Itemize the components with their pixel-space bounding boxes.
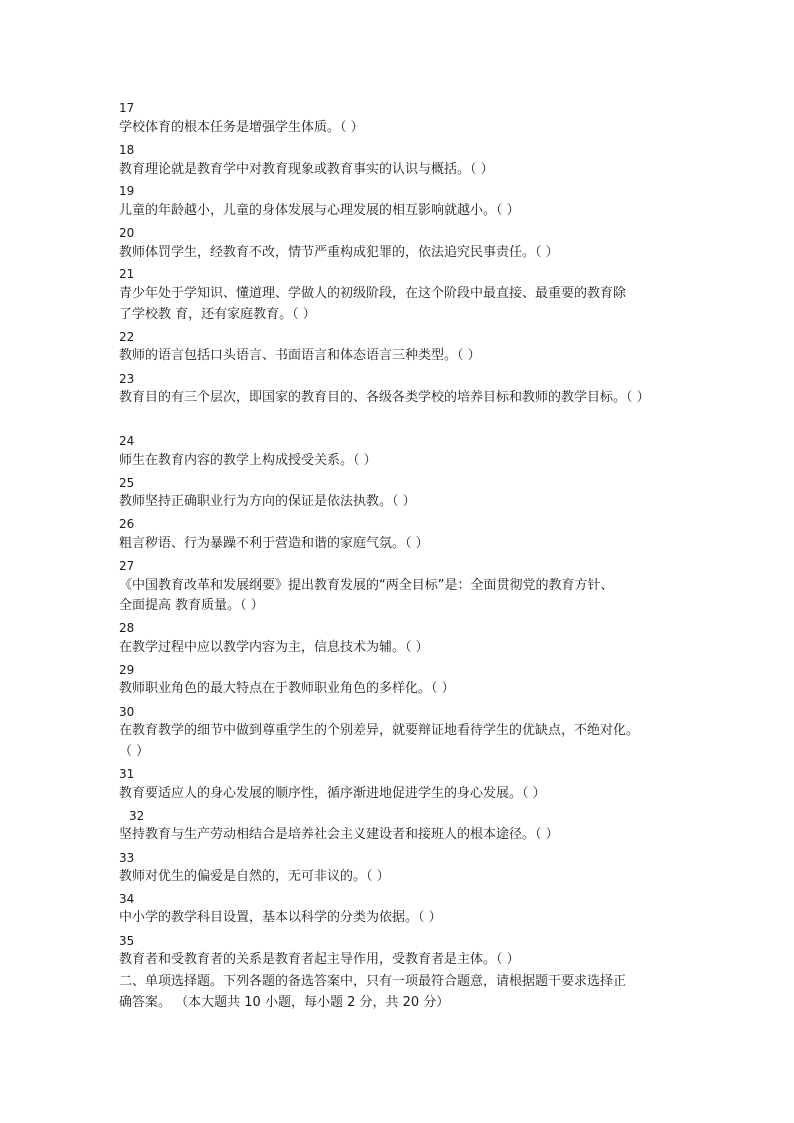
question-text: 中小学的教学科目设置，基本以科学的分类为依据。（ ） (119, 910, 442, 925)
question-text: 师生在教育内容的教学上构成授受关系。（ ） (119, 453, 377, 468)
question-text: 《中国教育改革和发展纲要》提出教育发展的“两全目标”是：全面贯彻党的教育方针、 (119, 578, 614, 593)
question-number: 32 (129, 809, 145, 823)
question-number: 27 (119, 559, 135, 573)
question-number: 33 (119, 851, 135, 865)
question-text-continued: 了学校教 育，还有家庭教育。（ ） (119, 307, 316, 322)
question-number: 23 (119, 372, 135, 386)
question-number: 17 (119, 101, 135, 115)
question-text: 教育要适应人的身心发展的顺序性，循序渐进地促进学生的身心发展。（ ） (119, 786, 546, 801)
question-number: 19 (119, 184, 135, 198)
question-number: 30 (119, 705, 135, 719)
question-number: 20 (119, 226, 135, 240)
question-text-continued: （ ） (119, 744, 150, 759)
question-text: 教育者和受教育者的关系是教育者起主导作用，受教育者是主体。（ ） (119, 952, 520, 967)
question-text: 教育目的有三个层次，即国家的教育目的、各级各类学校的培养目标和教师的教学目标。（ ） (119, 390, 650, 405)
question-number: 26 (119, 517, 135, 531)
question-text: 儿童的年龄越小，儿童的身体发展与心理发展的相互影响就越小。（ ） (119, 203, 520, 218)
question-text: 坚持教育与生产劳动相结合是培养社会主义建设者和接班人的根本途径。（ ） (119, 827, 559, 842)
question-number: 18 (119, 143, 135, 157)
section-heading-continued: 确答案。 （本大题共 10 小题，每小题 2 分，共 20 分） (119, 995, 450, 1010)
question-number: 31 (119, 767, 135, 781)
question-text: 青少年处于学知识、懂道理、学做人的初级阶段，在这个阶段中最直接、最重要的教育除 (119, 286, 627, 301)
question-number: 22 (119, 330, 135, 344)
question-number: 34 (119, 892, 135, 906)
question-number: 29 (119, 663, 135, 677)
question-text: 教育理论就是教育学中对教育现象或教育事实的认识与概括。（ ） (119, 162, 494, 177)
question-text: 教师坚持正确职业行为方向的保证是依法执教。（ ） (119, 494, 416, 509)
question-text: 在教育教学的细节中做到尊重学生的个别差异，就要辩证地看待学生的优缺点，不绝对化。 (119, 723, 640, 738)
question-text: 教师体罚学生，经教育不改，情节严重构成犯罪的，依法追究民事责任。（ ） (119, 245, 559, 260)
question-text: 学校体育的根本任务是增强学生体质。（ ） (119, 120, 364, 135)
question-number: 35 (119, 934, 135, 948)
question-text: 教师的语言包括口头语言、书面语言和体态语言三种类型。（ ） (119, 348, 481, 363)
question-text: 粗言秽语、行为暴躁不利于营造和谐的家庭气氛。（ ） (119, 536, 429, 551)
question-number: 28 (119, 621, 135, 635)
question-text: 在教学过程中应以教学内容为主，信息技术为辅。（ ） (119, 640, 429, 655)
question-text: 教师对优生的偏爱是自然的，无可非议的。（ ） (119, 869, 390, 884)
question-text-continued: 全面提高 教育质量。（ ） (119, 598, 264, 613)
question-number: 25 (119, 476, 135, 490)
section-heading: 二、单项选择题。下列各题的备选答案中，只有一项最符合题意，请根据题干要求选择正 (119, 974, 627, 989)
question-number: 21 (119, 267, 135, 281)
question-text: 教师职业角色的最大特点在于教师职业角色的多样化。（ ） (119, 681, 455, 696)
question-number: 24 (119, 434, 135, 448)
